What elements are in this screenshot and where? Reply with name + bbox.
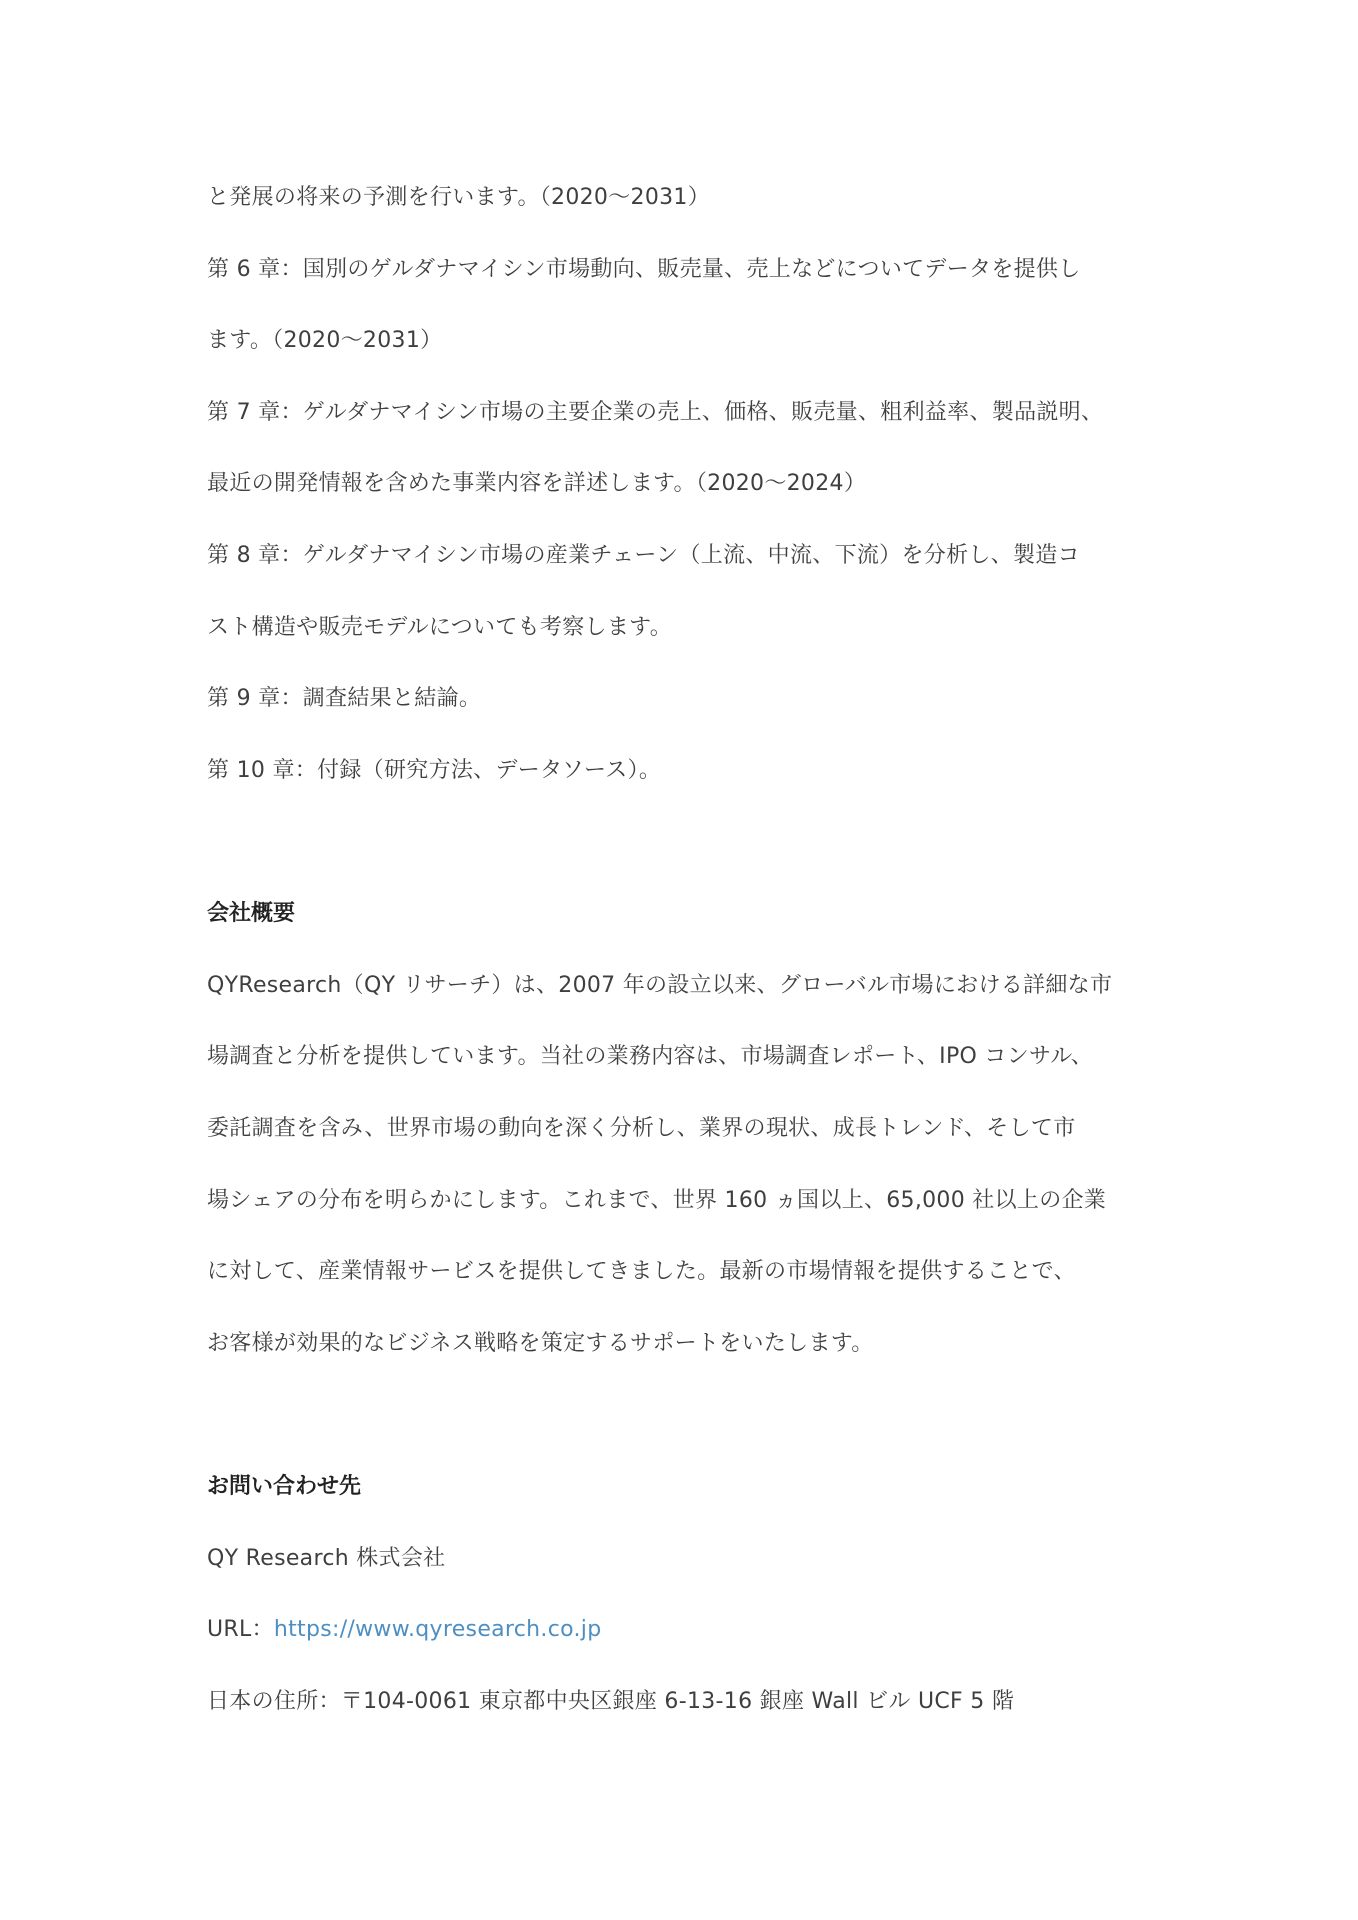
company-paragraph-line: 委託調査を含み、世界市場の動向を深く分析し、業界の現状、成長トレンド、そして市 (207, 1116, 1076, 1141)
company-paragraph-line: お客様が効果的なビジネス戦略を策定するサポートをいたします。 (207, 1331, 874, 1356)
chapter-text-line: と発展の将来の予測を行います。（2020～2031） (207, 185, 711, 210)
contact-heading: お問い合わせ先 (207, 1474, 362, 1499)
company-paragraph-line: QYResearch（QY リサーチ）は、2007 年の設立以来、グローバル市場における詳細な市 (207, 973, 1113, 998)
url-label: URL： (207, 1617, 274, 1642)
company-overview-heading: 会社概要 (207, 901, 296, 926)
website-link[interactable]: https://www.qyresearch.co.jp (273, 1617, 602, 1642)
chapter-6-line: 第 6 章：国別のゲルダナマイシン市場動向、販売量、売上などについてデータを提供し (207, 257, 1081, 282)
contact-company-name: QY Research 株式会社 (207, 1546, 446, 1571)
company-paragraph-line: 場シェアの分布を明らかにします。これまで、世界 160 ヵ国以上、65,000 社以上の企業 (207, 1188, 1107, 1213)
chapter-8-line: 第 8 章：ゲルダナマイシン市場の産業チェーン（上流、中流、下流）を分析し、製造コ (207, 543, 1080, 568)
document-page (207, 0, 1167, 1920)
company-paragraph-line: 場調査と分析を提供しています。当社の業務内容は、市場調査レポート、IPO コンサル、 (207, 1044, 1094, 1069)
contact-address: 日本の住所：〒104-0061 東京都中央区銀座 6-13-16 銀座 Wall ビル UCF 5 階 (207, 1689, 1015, 1714)
contact-url-line (207, 1615, 601, 1645)
chapter-text-line: ます。（2020～2031） (207, 328, 443, 353)
chapter-7-line: 第 7 章：ゲルダナマイシン市場の主要企業の売上、価格、販売量、粗利益率、製品説明、 (207, 400, 1104, 425)
company-paragraph-line: に対して、産業情報サービスを提供してきました。最新の市場情報を提供することで、 (207, 1259, 1076, 1284)
chapter-9-line: 第 9 章：調査結果と結論。 (207, 686, 482, 711)
chapter-text-line: スト構造や販売モデルについても考察します。 (207, 615, 673, 640)
chapter-10-line: 第 10 章：付録（研究方法、データソース）。 (207, 758, 662, 783)
chapter-text-line: 最近の開発情報を含めた事業内容を詳述します。（2020～2024） (207, 471, 867, 496)
